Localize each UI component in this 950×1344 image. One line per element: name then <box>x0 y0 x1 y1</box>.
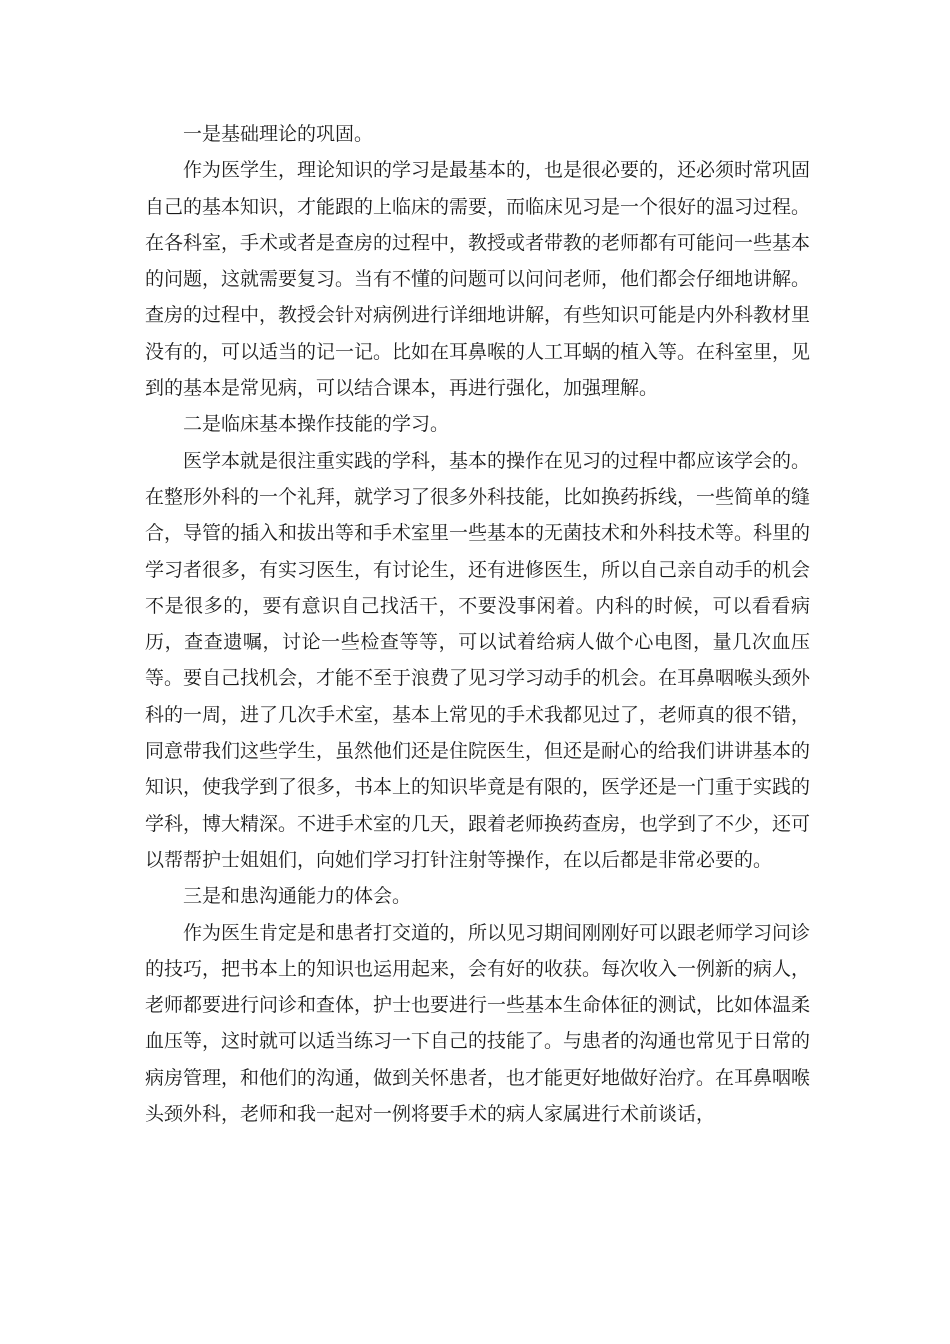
document-body <box>145 116 810 1132</box>
paragraph-basic-theory: 作为医学生，理论知识的学习是最基本的，也是很必要的，还必须时常巩固自己的基本知识，才能跟的上临床的需要，而临床见习是一个很好的温习过程。在各科室，手术或者是查房的过程中，教授或者带教的老师都有可能问一些基本的问题，这就需要复习。当有不懂的问题可以问问老师，他们都会仔细地讲解。查房的过程中，教授会针对病例进行详细地讲解，有些知识可能是内外科教材里没有的，可以适当的记一记。比如在耳鼻喉的人工耳蜗的植入等。在科室里，见到的基本是常见病，可以结合课本，再进行强化，加强理解。 <box>145 159 811 400</box>
heading-patient-communication: 三是和患沟通能力的体会。 <box>183 885 412 908</box>
paragraph-patient-communication: 作为医生肯定是和患者打交道的，所以见习期间刚刚好可以跟老师学习问诊的技巧，把书本上的知识也运用起来，会有好的收获。每次收入一例新的病人，老师都要进行问诊和查体，护士也要进行一些基本生命体征的测试，比如体温柔血压等，这时就可以适当练习一下自己的技能了。与患者的沟通也常见于日常的病房管理，和他们的沟通，做到关怀患者，也才能更好地做好治疗。在耳鼻咽喉头颈外科，老师和我一起对一例将要手术的病人家属进行术前谈话， <box>145 921 811 1126</box>
paragraph-clinical-skills: 医学本就是很注重实践的学科，基本的操作在见习的过程中都应该学会的。在整形外科的一个礼拜，就学习了很多外科技能，比如换药拆线，一些简单的缝合，导管的插入和拔出等和手术室里一些基本的无菌技术和外科技术等。科里的学习者很多，有实习医生，有讨论生，还有进修医生，所以自己亲自动手的机会不是很多的，要有意识自己找活干，不要没事闲着。内科的时候，可以看看病历，查查遗嘱，讨论一些检查等等，可以试着给病人做个心电图，量几次血压等。要自己找机会，才能不至于浪费了见习学习动手的机会。在耳鼻咽喉头颈外科的一周，进了几次手术室，基本上常见的手术我都见过了，老师真的很不错，同意带我们这些学生，虽然他们还是住院医生，但还是耐心的给我们讲讲基本的知识，使我学到了很多，书本上的知识毕竟是有限的，医学还是一门重于实践的学科，博大精深。不进手术室的几天，跟着老师换药查房，也学到了不少，还可以帮帮护士姐姐们，向她们学习打针注射等操作，在以后都是非常必要的。 <box>145 449 811 871</box>
heading-basic-theory: 一是基础理论的巩固。 <box>183 123 374 145</box>
heading-clinical-skills: 二是临床基本操作技能的学习。 <box>183 413 450 436</box>
